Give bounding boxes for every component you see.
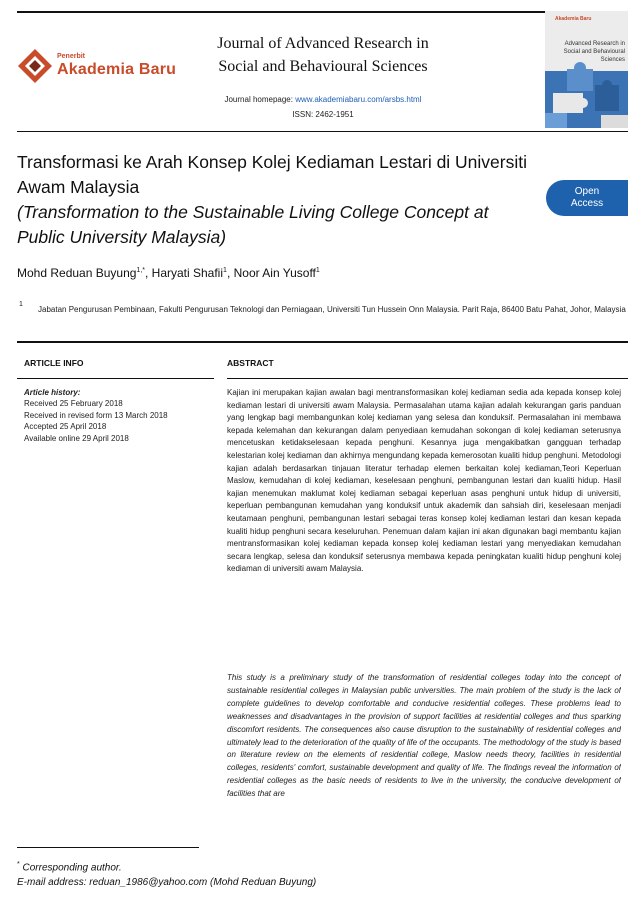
author-name: Mohd Reduan Buyung <box>17 266 137 280</box>
author-separator: , <box>226 266 234 280</box>
abstract-english: This study is a preliminary study of the transformation of residential colleges today into the concept of sustainable residential colleges in Malaysian public universities. The main problem of the study is the lack of complete guidelines to develop comfortable and conducive residential colleges. These problems lead to weaknesses and disadvantages in the provision of support facilities at residential colleges and thus sparking discomfort residents. The consequences also cause disruption to the sustainability of residential colleges and ultimately lead to the deterioration of the quality of life of the occupants. The methodology of the study is based on literature review on the elements of residential college, Maslow needs theory, facilities in residential colleges, residents' comfort, sustainable development and quality of life. The findings reveal the information of residential colleges as the basic needs of residents to live in the university, the conducive development of facilities that are <box>227 673 621 799</box>
article-history <box>24 387 168 444</box>
footnote <box>17 857 316 890</box>
email-label: E-mail address: <box>17 877 87 889</box>
affiliation: Jabatan Pengurusan Pembinaan, Fakulti Pengurusan Teknologi dan Perniagaan, Universiti Tun Hussein Onn Malaysia. Parit Raja, 86400 Batu Pahat, Johor, Malaysia <box>38 305 626 314</box>
author-name: Noor Ain Yusoff <box>233 266 316 280</box>
article-info-rule <box>17 378 214 379</box>
author-marks: 1 <box>315 267 320 274</box>
publisher-diamond-icon <box>15 46 55 86</box>
cover-title: Advanced Research in Social and Behavioural Sciences <box>563 41 625 63</box>
publisher-small-label: Penerbit <box>57 53 86 60</box>
section-rule <box>17 341 628 343</box>
email-address[interactable]: reduan_1986@yahoo.com (Mohd Reduan Buyung) <box>89 877 317 889</box>
footnote-rule <box>17 847 199 848</box>
publisher-name: Akademia Baru <box>57 61 177 78</box>
corresponding-author-label: Corresponding author. <box>22 862 122 874</box>
affiliation-number: 1 <box>19 301 23 308</box>
article-info-heading: ARTICLE INFO <box>24 358 84 368</box>
open-access-badge[interactable] <box>546 180 628 216</box>
author-list <box>17 266 320 280</box>
journal-issn: ISSN: 2462-1951 <box>292 110 354 119</box>
abstract-heading: ABSTRACT <box>227 358 274 368</box>
corresponding-author-note <box>17 857 316 875</box>
header-bottom-rule <box>17 131 628 132</box>
journal-cover <box>545 11 628 128</box>
author-name: Haryati Shafii <box>151 266 224 280</box>
history-revised: Received in revised form 13 March 2018 <box>24 410 168 420</box>
author-marks: 1,* <box>136 267 145 274</box>
article-title <box>17 150 537 250</box>
journal-title: Journal of Advanced Research in Social and Behavioural Sciences <box>217 35 429 75</box>
abstract-rule <box>227 378 628 379</box>
homepage-label: Journal homepage: <box>224 95 293 104</box>
history-online: Available online 29 April 2018 <box>24 433 129 443</box>
article-title-english: (Transformation to the Sustainable Living College Concept at Public University Malaysia) <box>17 202 489 247</box>
history-accepted: Accepted 25 April 2018 <box>24 422 107 432</box>
cover-publisher: Akademia Baru <box>555 16 592 22</box>
author-marks: 1 <box>223 267 227 274</box>
abstract-malay: Kajian ini merupakan kajian awalan bagi mentransformasikan kolej kediaman sedia ada kepada konsep kolej kediaman lestari di universiti awam Malaysia. Permasalahan utama kajian adalah kekurangan garis panduan yang lengkap bagi membangunkan kolej kediaman yang selesa dan konduksif. Permasalahan ini membawa kepada kelemahan dan kekurangan dalam penyediaan kemudahan sokongan di kolej kediaman seterusnya mencetuskan ketidakselesaan kepada penghuni. Kesannya juga mengakibatkan gangguan terhadap kelestarian kolej kediaman dan akhirnya mengundang kepada kemerosotan kualiti hidup penghuni. Metodologi kajian adalah berdasarkan tinjauan literatur terhadap elemen berkaitan kolej kediaman,Teori Keperluan Maslow, kemudahan di kolej kediaman, keselesaan penghuni, pembangunan lestari dan kualiti hidup. Hasil kajian menemukan maklumat kolej kediaman sebagai keperluan asas penghuni untuk hidup di universiti, keperluan pembangunan kemudahan yang konduksif untuk akademik dan sahsiah diri, keselesaan menjadi keutamaan penghuni, pembangunan lestari sebagai teras konsep kolej kediaman lestari dan kesan kepada kualiti hidup penghuni secara keseluruhan. Penemuan dalam kajian ini akan digunakan bagi membantu kajian mentransformasikan kolej kediaman kepada konsep kolej kediaman lestari yang menyediakan kemudahan secara lengkap, selesa dan konduksif seterusnya membawa kepada peningkatan kualiti hidup penghuni kolej kediaman di universiti awam Malaysia. <box>227 388 621 574</box>
homepage-link[interactable]: www.akademiabaru.com/arsbs.html <box>295 95 422 104</box>
article-title-malay: Transformasi ke Arah Konsep Kolej Kediaman Lestari di Universiti Awam Malaysia <box>17 152 528 197</box>
author-separator: , <box>144 266 152 280</box>
open-access-line1: Open <box>574 186 600 197</box>
open-access-line2: Access <box>570 198 604 209</box>
email-line <box>17 875 316 890</box>
footnote-mark: * <box>17 861 20 868</box>
header-top-rule <box>17 11 628 13</box>
cover-puzzle-graphic <box>545 11 628 128</box>
history-received: Received 25 February 2018 <box>24 399 123 409</box>
journal-homepage <box>196 95 450 104</box>
history-heading: Article history: <box>24 388 81 397</box>
